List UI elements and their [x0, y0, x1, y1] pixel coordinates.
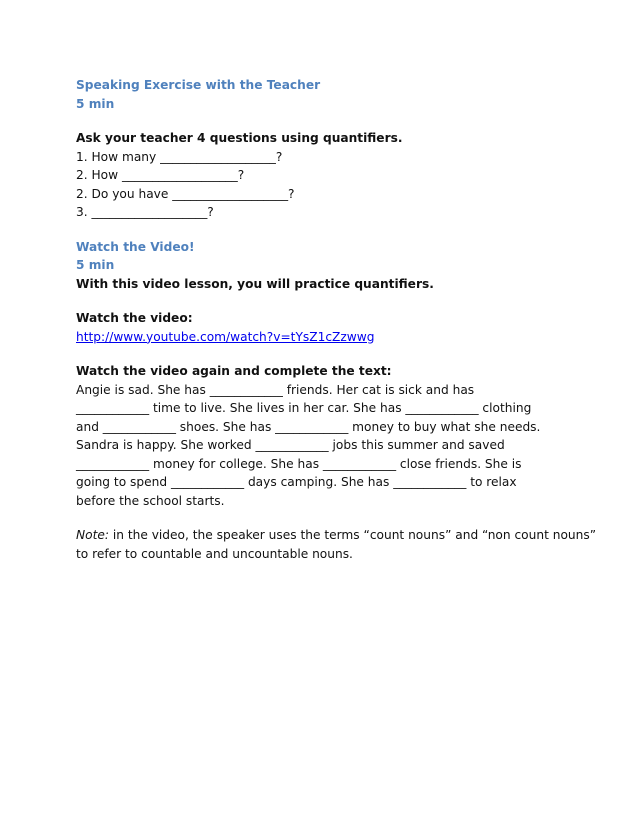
text-line: ____________ time to live. She lives in her car. She has ____________ clothing [76, 401, 532, 415]
speaking-instruction: Ask your teacher 4 questions using quantifiers. [76, 131, 403, 145]
section-duration-speaking: 5 min [76, 96, 115, 111]
video-link[interactable]: http://www.youtube.com/watch?v=tYsZ1cZzwwg [76, 329, 375, 344]
note-line-2: to refer to countable and uncountable nouns. [76, 546, 353, 561]
section-title-speaking: Speaking Exercise with the Teacher [76, 78, 321, 92]
watch-label: Watch the video: [76, 311, 193, 325]
spacer [76, 113, 576, 129]
note-text: in the video, the speaker uses the terms “count nouns” and “non count nouns” [108, 528, 597, 542]
text-line: before the school starts. [76, 493, 225, 508]
question-line: 3. ___________________? [76, 205, 214, 219]
text-line: Sandra is happy. She worked ____________ jobs this summer and saved [76, 438, 505, 452]
section-title-video: Watch the Video! [76, 239, 195, 254]
note-label: Note: [76, 528, 109, 542]
video-intro: With this video lesson, you will practice quantifiers. [76, 276, 434, 291]
complete-instruction: Watch the video again and complete the text: [76, 364, 392, 378]
question-line: 1. How many ___________________? [76, 149, 283, 164]
section-duration-video: 5 min [76, 258, 115, 272]
spacer [76, 510, 576, 526]
spacer [76, 293, 576, 309]
question-line: 2. How ___________________? [76, 168, 245, 182]
text-line: going to spend ____________ days camping. She has ____________ to relax [76, 475, 517, 489]
text-line: and ____________ shoes. She has ____________ money to buy what she needs. [76, 419, 541, 434]
note-line [76, 526, 597, 545]
spacer [76, 222, 576, 238]
question-line: 2. Do you have ___________________? [76, 186, 295, 201]
video-link-line [76, 328, 576, 347]
text-line: ____________ money for college. She has ____________ close friends. She is [76, 456, 522, 471]
spacer [76, 346, 576, 362]
document-content [76, 76, 597, 563]
text-line: Angie is sad. She has ____________ friends. Her cat is sick and has [76, 382, 475, 397]
